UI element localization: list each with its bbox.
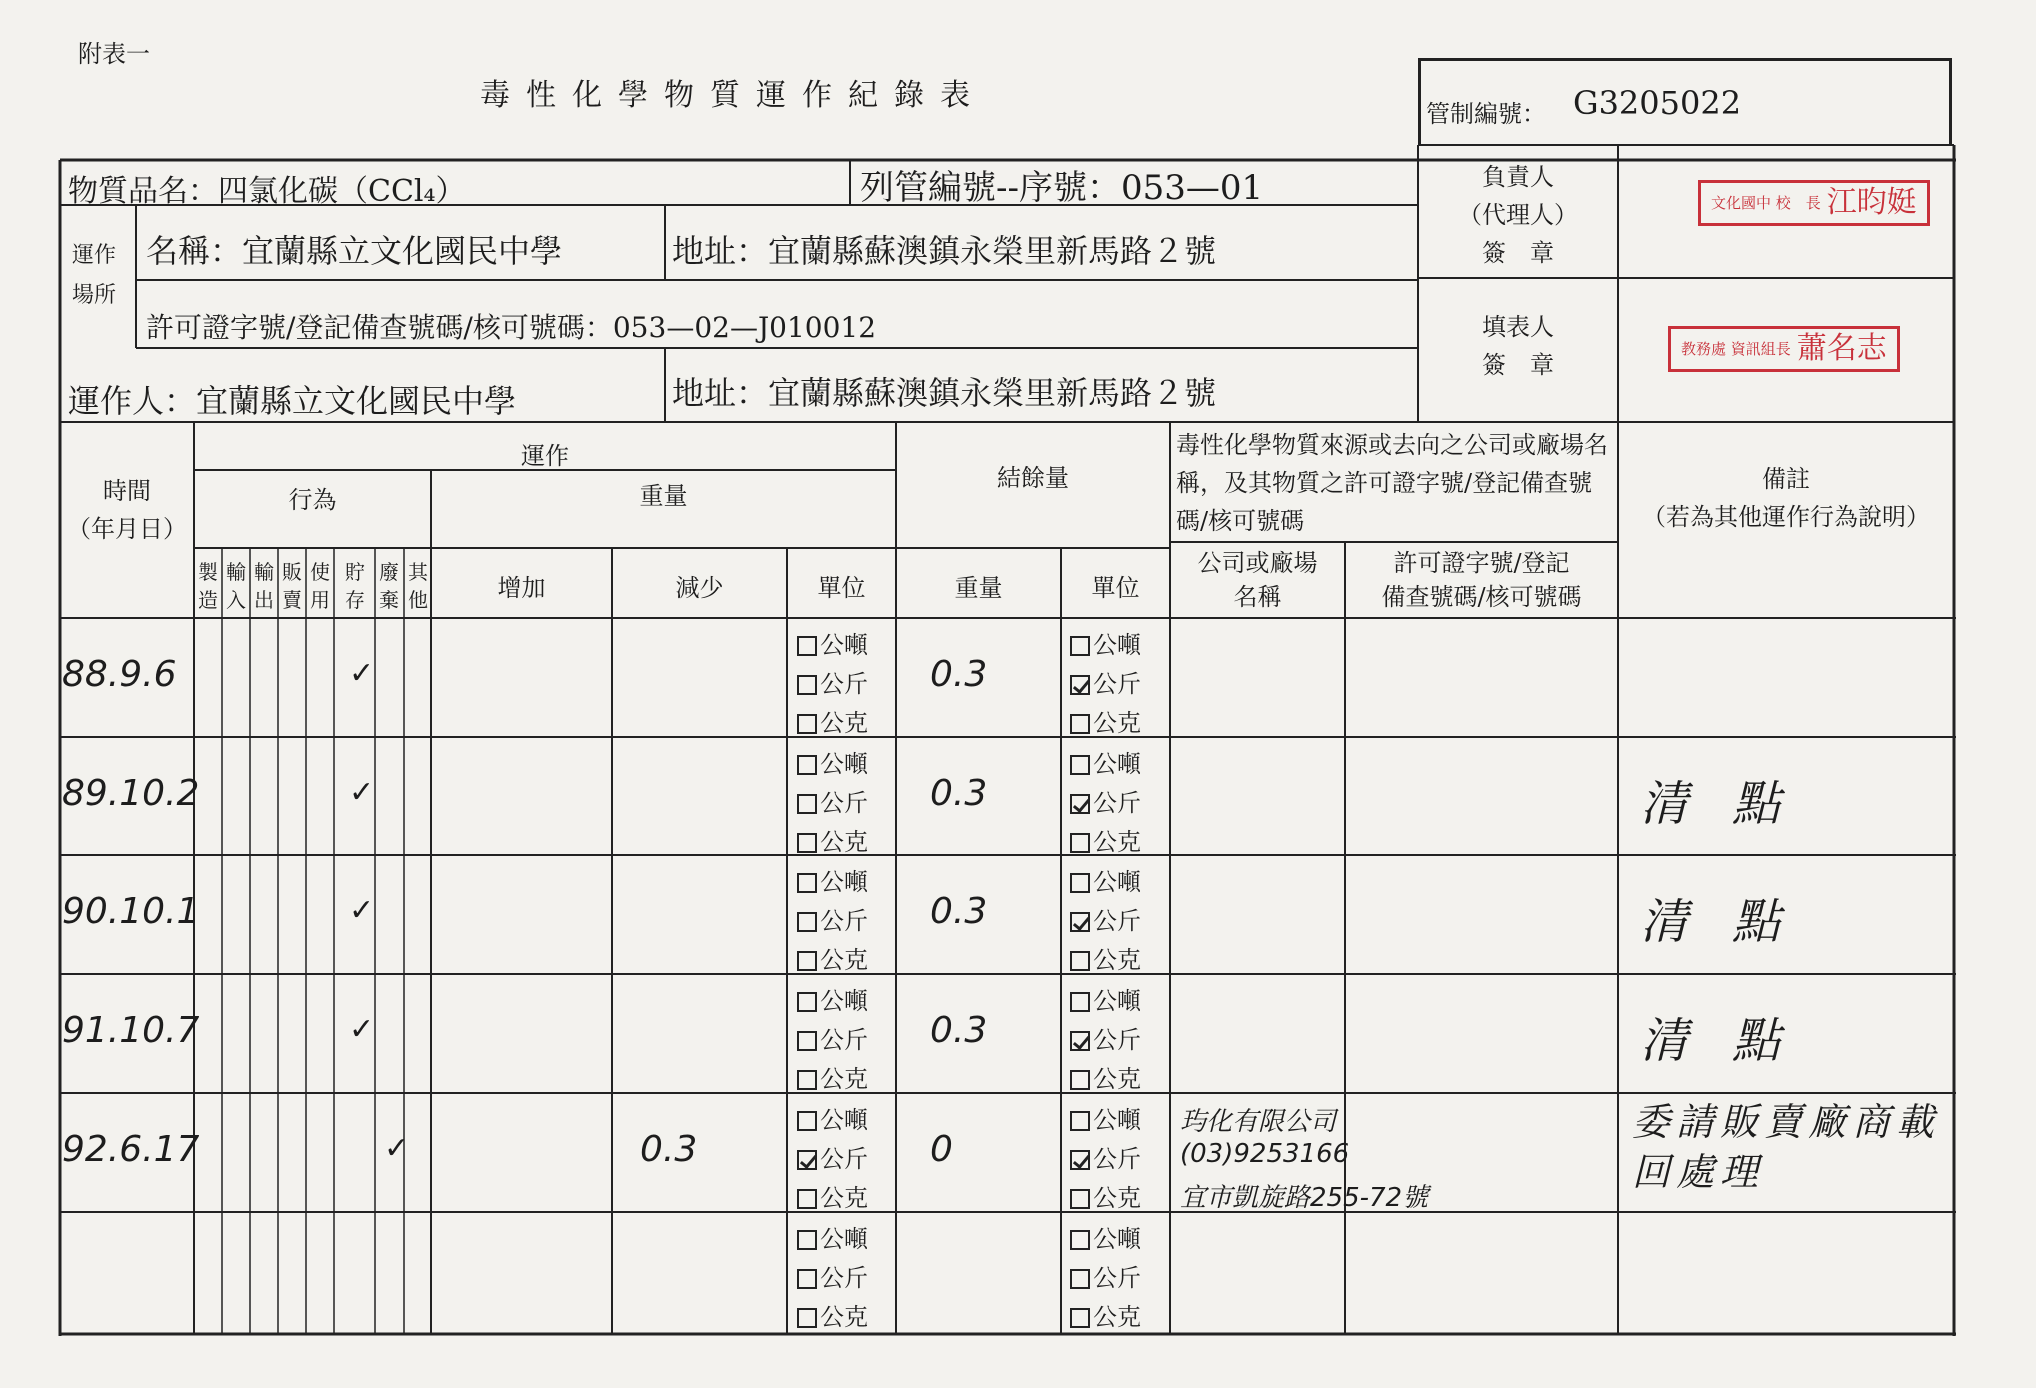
operation-unit-option	[797, 784, 868, 823]
operation-unit-options	[797, 626, 868, 743]
operation-unit-checkbox[interactable]	[797, 1269, 817, 1289]
record-date: 88.9.6	[62, 654, 177, 695]
source-header: 毒性化學物質來源或去向之公司或廠場名稱，及其物質之許可證字號/登記備查號碼/核可號碼	[1176, 431, 1608, 535]
balance-unit-label: 公斤	[1093, 1026, 1141, 1054]
operation-unit-label: 公噸	[820, 868, 868, 896]
increase-header: 增加	[497, 574, 546, 602]
behavior-col-6: 廢棄	[379, 560, 399, 612]
behavior-checkmark: ✓	[349, 775, 375, 810]
balance-unit-checkbox[interactable]	[1070, 873, 1090, 893]
balance-unit-option	[1070, 982, 1141, 1021]
weight-header: 重量	[639, 482, 688, 510]
operation-unit-option	[797, 902, 868, 941]
behavior-checkmark: ✓	[349, 1012, 375, 1047]
balance-weight-value: 0.3	[930, 654, 988, 695]
balance-unit-option	[1070, 704, 1141, 743]
listing-number: 列管編號--序號：053—01	[860, 168, 1264, 208]
operation-unit-label: 公斤	[820, 789, 868, 817]
balance-header: 結餘量	[997, 464, 1069, 492]
balance-unit-label: 公斤	[1093, 1264, 1141, 1292]
balance-unit-checkbox[interactable]	[1070, 714, 1090, 734]
operation-unit-checkbox[interactable]	[797, 1070, 817, 1090]
company-header-1: 公司或廠場	[1197, 549, 1318, 577]
operation-unit-options	[797, 863, 868, 980]
operation-unit-label: 公克	[820, 946, 868, 974]
operation-unit-option	[797, 1101, 868, 1140]
balance-unit-checkbox[interactable]	[1070, 1269, 1090, 1289]
operation-unit-checkbox[interactable]	[797, 873, 817, 893]
operation-unit-label: 公噸	[820, 750, 868, 778]
operator-address: 地址：宜蘭縣蘇澳鎮永榮里新馬路２號	[672, 374, 1217, 412]
operation-unit-checkbox[interactable]	[797, 912, 817, 932]
time-header-sub: （年月日）	[67, 515, 187, 543]
substance-name: 物質品名：四氯化碳（CCl₄）	[68, 174, 466, 209]
operation-unit-label: 公噸	[820, 987, 868, 1015]
operation-unit-label: 公克	[820, 828, 868, 856]
time-header-label: 時間	[103, 477, 151, 505]
permit-no-header	[1345, 546, 1618, 614]
responsible-label	[1418, 158, 1618, 272]
operation-unit-checkbox[interactable]	[797, 951, 817, 971]
operation-unit-option	[797, 823, 868, 862]
responsible-label-2: （代理人）	[1458, 201, 1578, 229]
balance-unit-checkbox[interactable]	[1070, 1070, 1090, 1090]
operation-unit-checkbox[interactable]	[797, 714, 817, 734]
company-header	[1170, 546, 1345, 614]
balance-unit-label: 公克	[1093, 1065, 1141, 1093]
balance-unit-label: 公克	[1093, 946, 1141, 974]
decrease-header: 減少	[675, 574, 724, 602]
remarks-header-sub: （若為其他運作行為說明）	[1642, 503, 1930, 531]
balance-unit-option	[1070, 1220, 1141, 1259]
balance-unit-checkbox[interactable]	[1070, 675, 1090, 695]
operation-unit-option	[797, 1140, 868, 1179]
operation-unit-label: 公克	[820, 1065, 868, 1093]
operation-unit-option	[797, 1021, 868, 1060]
operation-unit-option	[797, 745, 868, 784]
operation-unit-checkbox[interactable]	[797, 675, 817, 695]
balance-unit-checkbox[interactable]	[1070, 1111, 1090, 1131]
operation-unit-label: 公噸	[820, 1225, 868, 1253]
filler-label-1: 填表人	[1482, 313, 1554, 341]
operation-unit-option	[797, 982, 868, 1021]
site-name: 名稱：宜蘭縣立文化國民中學	[146, 232, 563, 270]
operation-unit-label: 公克	[820, 709, 868, 737]
operation-unit-option	[797, 1259, 868, 1298]
record-date: 90.10.1	[62, 891, 200, 932]
operation-unit-label: 公斤	[820, 1026, 868, 1054]
operation-unit-checkbox[interactable]	[797, 1230, 817, 1250]
behavior-header: 行為	[288, 486, 337, 514]
site-address: 地址：宜蘭縣蘇澳鎮永榮里新馬路２號	[672, 232, 1217, 270]
operation-unit-label: 公斤	[820, 1264, 868, 1292]
balance-unit-option	[1070, 1179, 1141, 1218]
balance-unit-option	[1070, 941, 1141, 980]
balance-unit-label: 公噸	[1093, 750, 1141, 778]
operation-unit-checkbox[interactable]	[797, 755, 817, 775]
unit-header: 單位	[817, 574, 866, 602]
balance-unit-options	[1070, 1101, 1141, 1218]
balance-unit-option	[1070, 1298, 1141, 1337]
balance-unit-header: 單位	[1091, 574, 1140, 602]
balance-unit-checkbox[interactable]	[1070, 992, 1090, 1012]
remarks-header	[1618, 460, 1954, 536]
balance-unit-checkbox[interactable]	[1070, 1031, 1090, 1051]
balance-unit-option	[1070, 1101, 1141, 1140]
behavior-checkmark: ✓	[384, 1131, 410, 1166]
balance-unit-label: 公噸	[1093, 987, 1141, 1015]
balance-unit-label: 公克	[1093, 709, 1141, 737]
balance-unit-option	[1070, 1259, 1141, 1298]
balance-unit-checkbox[interactable]	[1070, 951, 1090, 971]
balance-unit-options	[1070, 626, 1141, 743]
time-header	[60, 472, 194, 548]
balance-unit-label: 公噸	[1093, 868, 1141, 896]
balance-weight-value: 0	[930, 1129, 953, 1170]
balance-unit-label: 公噸	[1093, 1225, 1141, 1253]
balance-unit-option	[1070, 745, 1141, 784]
operation-unit-checkbox[interactable]	[797, 794, 817, 814]
filler-label	[1418, 308, 1618, 384]
operation-unit-checkbox[interactable]	[797, 1031, 817, 1051]
balance-unit-options	[1070, 1220, 1141, 1337]
control-number-label: 管制編號：	[1426, 100, 1546, 128]
balance-weight-value: 0.3	[930, 1010, 988, 1051]
record-date: 92.6.17	[62, 1129, 200, 1170]
responsible-label-3: 簽 章	[1482, 239, 1554, 267]
balance-unit-label: 公斤	[1093, 907, 1141, 935]
behavior-col-3: 販賣	[282, 560, 302, 612]
seal-responsible-name: 江昀娗	[1826, 185, 1917, 220]
operation-unit-options	[797, 982, 868, 1099]
operation-unit-label: 公克	[820, 1184, 868, 1212]
seal-filler-name: 蕭名志	[1796, 331, 1887, 366]
balance-unit-checkbox[interactable]	[1070, 912, 1090, 932]
operation-unit-options	[797, 1220, 868, 1337]
record-date: 91.10.7	[62, 1010, 200, 1051]
operation-header: 運作	[521, 442, 569, 470]
balance-weight-value: 0.3	[930, 891, 988, 932]
operation-unit-label: 公噸	[820, 1106, 868, 1134]
behavior-col-0: 製造	[198, 560, 218, 612]
operator-name: 運作人：宜蘭縣立文化國民中學	[68, 382, 517, 420]
control-number-value: G3205022	[1573, 84, 1742, 122]
record-remark: 清點	[1640, 776, 1825, 832]
operation-unit-checkbox[interactable]	[797, 1111, 817, 1131]
operation-unit-option	[797, 1220, 868, 1259]
site-label-line2: 場所	[72, 283, 117, 308]
operation-unit-checkbox[interactable]	[797, 1308, 817, 1328]
permit-number: 許可證字號/登記備查號碼/核可號碼：053—02—J010012	[146, 311, 877, 344]
operation-unit-label: 公斤	[820, 1145, 868, 1173]
balance-unit-checkbox[interactable]	[1070, 755, 1090, 775]
operation-unit-option	[797, 665, 868, 704]
balance-unit-label: 公斤	[1093, 1145, 1141, 1173]
annex-label: 附表一	[78, 40, 150, 68]
behavior-col-4: 使用	[310, 560, 330, 612]
responsible-seal-stamp	[1698, 180, 1930, 226]
balance-unit-label: 公斤	[1093, 670, 1141, 698]
balance-unit-option	[1070, 823, 1141, 862]
company-line: (03)9253166	[1180, 1139, 1350, 1169]
site-label-line1: 運作	[72, 243, 117, 268]
operation-unit-option	[797, 704, 868, 743]
balance-unit-option	[1070, 784, 1141, 823]
company-line: 宜市凱旋路255-72號	[1180, 1183, 1429, 1213]
seal-filler-title: 教務處 資訊組長	[1681, 339, 1791, 358]
operation-unit-option	[797, 1179, 868, 1218]
balance-unit-checkbox[interactable]	[1070, 833, 1090, 853]
balance-unit-option	[1070, 665, 1141, 704]
behavior-col-5: 貯存	[345, 560, 365, 612]
record-remark: 清點	[1640, 1013, 1825, 1069]
operation-unit-option	[797, 1298, 868, 1337]
behavior-col-7: 其他	[408, 560, 428, 612]
balance-unit-options	[1070, 745, 1141, 862]
filler-label-2: 簽 章	[1482, 351, 1554, 379]
balance-unit-option	[1070, 1060, 1141, 1099]
operation-unit-checkbox[interactable]	[797, 1189, 817, 1209]
balance-unit-label: 公克	[1093, 1303, 1141, 1331]
balance-unit-label: 公噸	[1093, 631, 1141, 659]
operation-unit-options	[797, 1101, 868, 1218]
behavior-checkmark: ✓	[349, 893, 375, 928]
record-remark: 委請販賣廠商載回處理	[1632, 1100, 1941, 1194]
balance-unit-checkbox[interactable]	[1070, 1308, 1090, 1328]
record-date: 89.10.2	[62, 773, 200, 814]
operation-unit-checkbox[interactable]	[797, 1150, 817, 1170]
operation-unit-checkbox[interactable]	[797, 833, 817, 853]
behavior-col-2: 輸出	[254, 560, 274, 612]
balance-unit-option	[1070, 1140, 1141, 1179]
operation-unit-option	[797, 941, 868, 980]
balance-unit-label: 公克	[1093, 1184, 1141, 1212]
behavior-checkmark: ✓	[349, 656, 375, 691]
behavior-col-1: 輸入	[226, 560, 246, 612]
balance-unit-checkbox[interactable]	[1070, 1150, 1090, 1170]
remarks-header-label: 備註	[1762, 465, 1810, 493]
operation-unit-option	[797, 863, 868, 902]
operation-unit-label: 公克	[820, 1303, 868, 1331]
filler-seal-stamp	[1668, 326, 1900, 372]
balance-weight-header: 重量	[954, 574, 1003, 602]
decrease-value: 0.3	[640, 1129, 698, 1170]
balance-unit-options	[1070, 863, 1141, 980]
balance-unit-label: 公斤	[1093, 789, 1141, 817]
balance-unit-options	[1070, 982, 1141, 1099]
record-remark: 清點	[1640, 894, 1825, 950]
company-header-2: 名稱	[1233, 583, 1282, 611]
responsible-label-1: 負責人	[1482, 163, 1554, 191]
operation-unit-label: 公噸	[820, 631, 868, 659]
balance-unit-option	[1070, 1021, 1141, 1060]
operation-unit-checkbox[interactable]	[797, 636, 817, 656]
operation-unit-label: 公斤	[820, 670, 868, 698]
balance-unit-checkbox[interactable]	[1070, 1230, 1090, 1250]
permit-no-header-1: 許可證字號/登記	[1393, 549, 1570, 577]
permit-no-header-2: 備查號碼/核可號碼	[1381, 583, 1582, 611]
balance-unit-option	[1070, 626, 1141, 665]
company-line: 玙化有限公司	[1180, 1107, 1337, 1137]
balance-unit-option	[1070, 902, 1141, 941]
seal-responsible-title: 文化國中 校 長	[1711, 193, 1821, 212]
operation-unit-checkbox[interactable]	[797, 992, 817, 1012]
balance-unit-option	[1070, 863, 1141, 902]
balance-weight-value: 0.3	[930, 773, 988, 814]
balance-unit-label: 公噸	[1093, 1106, 1141, 1134]
operation-unit-option	[797, 626, 868, 665]
operation-unit-option	[797, 1060, 868, 1099]
operation-unit-label: 公斤	[820, 907, 868, 935]
balance-unit-checkbox[interactable]	[1070, 1189, 1090, 1209]
balance-unit-checkbox[interactable]	[1070, 636, 1090, 656]
operation-unit-options	[797, 745, 868, 862]
form-title: 毒性化學物質運作紀錄表	[480, 78, 986, 113]
balance-unit-label: 公克	[1093, 828, 1141, 856]
balance-unit-checkbox[interactable]	[1070, 794, 1090, 814]
